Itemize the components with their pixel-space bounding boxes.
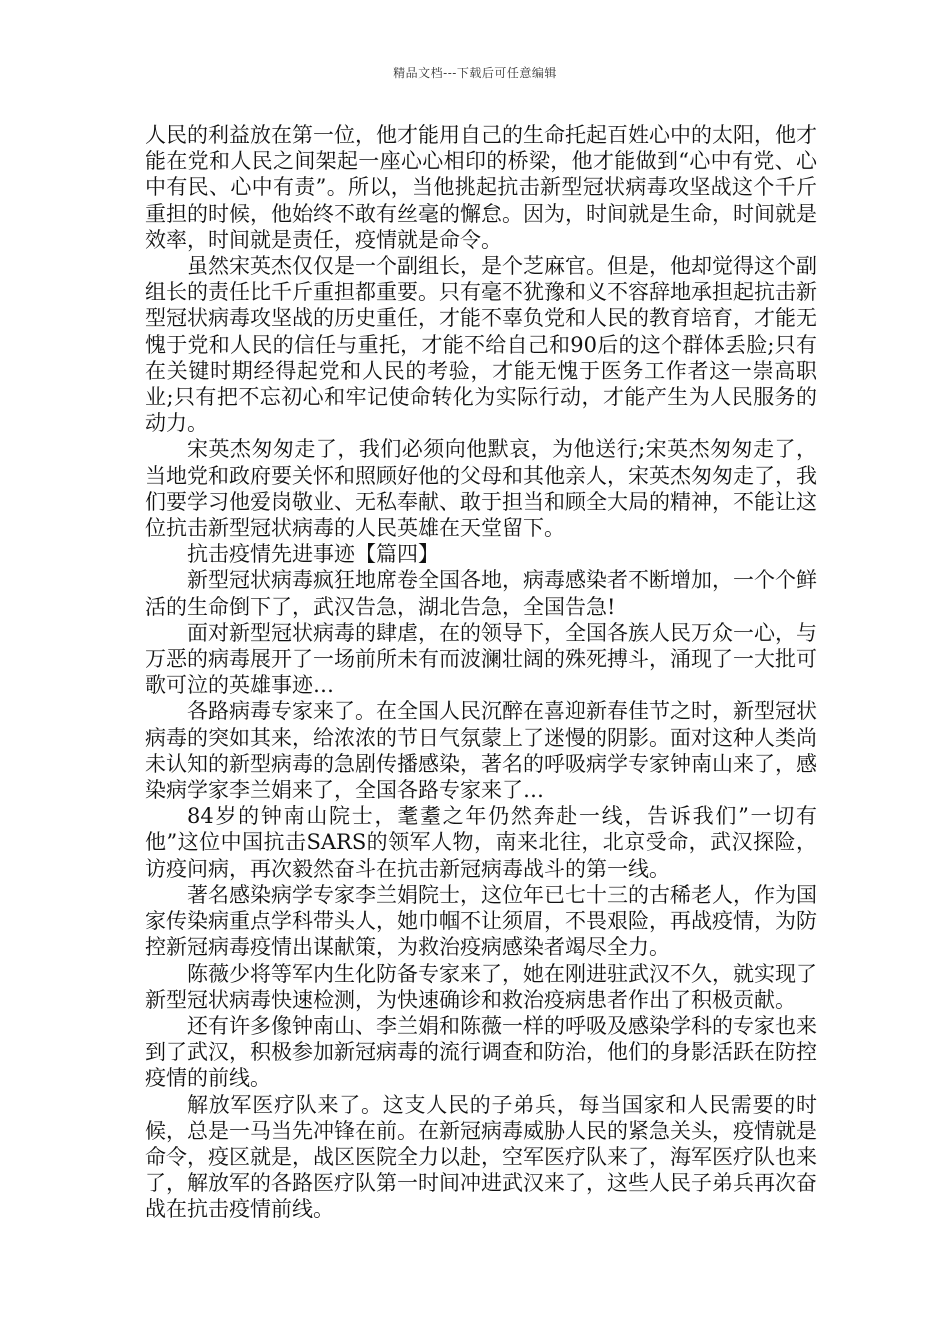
paragraph: 人民的利益放在第一位，他才能用自己的生命托起百姓心中的太阳，他才能在党和人民之间架起一座心心相印的桥梁，他才能做到“心中有党、心中有民、心中有责”。所以，当他挑起抗击新型冠状病毒攻坚战这个千斤重担的时候，他始终不敢有丝毫的懈怠。因为，时间就是生命，时间就是效率，时间就是责任，疫情就是命令。 <box>145 123 817 252</box>
document-body <box>145 122 817 1223</box>
section-heading: 抗击疫情先进事迹【篇四】 <box>187 542 439 567</box>
paragraph: 宋英杰匆匆走了，我们必须向他默哀，为他送行;宋英杰匆匆走了，当地党和政府要关怀和照顾好他的父母和其他亲人，宋英杰匆匆走了，我们要学习他爱岗敬业、无私奉献、敢于担当和顾全大局的精神，不能让这位抗击新型冠状病毒的人民英雄在天堂留下。 <box>145 437 817 541</box>
page-header: 精品文档---下载后可任意编辑 <box>393 66 557 80</box>
paragraph: 解放军医疗队来了。这支人民的子弟兵，每当国家和人民需要的时候，总是一马当先冲锋在前。在新冠病毒威胁人民的紧急关头，疫情就是命令，疫区就是，战区医院全力以赴，空军医疗队来了，海军医疗队也来了，解放军的各路医疗队第一时间冲进武汉来了，这些人民子弟兵再次奋战在抗击疫情前线。 <box>145 1092 817 1222</box>
paragraph: 84岁的钟南山院士，耄耋之年仍然奔赴一线，告诉我们”一切有他”这位中国抗击SARS的领军人物，南来北往，北京受命，武汉探险，访疫问病，再次毅然奋斗在抗击新冠病毒战斗的第一线。 <box>145 804 817 881</box>
paragraph: 面对新型冠状病毒的肆虐，在的领导下，全国各族人民万众一心，与万恶的病毒展开了一场前所未有而波澜壮阔的殊死搏斗，涌现了一大批可歌可泣的英雄事迹… <box>145 620 817 698</box>
paragraph: 陈薇少将等军内生化防备专家来了，她在刚进驻武汉不久，就实现了新型冠状病毒快速检测，为快速确诊和救治疫病患者作出了积极贡献。 <box>145 961 817 1012</box>
paragraph: 著名感染病学专家李兰娟院士，这位年已七十三的古稀老人，作为国家传染病重点学科带头人，她巾帼不让须眉，不畏艰险，再战疫情，为防控新冠病毒疫情出谋献策，为救治疫病感染者竭尽全力。 <box>145 882 817 960</box>
paragraph: 虽然宋英杰仅仅是一个副组长，是个芝麻官。但是，他却觉得这个副组长的责任比千斤重担都重要。只有毫不犹豫和义不容辞地承担起抗击新型冠状病毒攻坚战的历史重任，才能不辜负党和人民的教育培育，才能无愧于党和人民的信任与重托，才能不给自己和90后的这个群体丢脸;只有在关键时期经得起党和人民的考验，才能无愧于医务工作者这一崇高职业;只有把不忘初心和牢记使命转化为实际行动，才能产生为人民服务的动力。 <box>145 254 817 436</box>
paragraph: 新型冠状病毒疯狂地席卷全国各地，病毒感染者不断增加，一个个鲜活的生命倒下了，武汉告急，湖北告急，全国告急! <box>145 568 817 619</box>
paragraph: 各路病毒专家来了。在全国人民沉醉在喜迎新春佳节之时，新型冠状病毒的突如其来，给浓浓的节日气氛蒙上了迷慢的阴影。面对这种人类尚未认知的新型病毒的急剧传播感染，著名的呼吸病学专家钟南山来了，感染病学家李兰娟来了，全国各路专家来了… <box>145 699 817 803</box>
paragraph: 还有许多像钟南山、李兰娟和陈薇一样的呼吸及感染学科的专家也来到了武汉，积极参加新冠病毒的流行调查和防治，他们的身影活跃在防控疫情的前线。 <box>145 1013 817 1091</box>
